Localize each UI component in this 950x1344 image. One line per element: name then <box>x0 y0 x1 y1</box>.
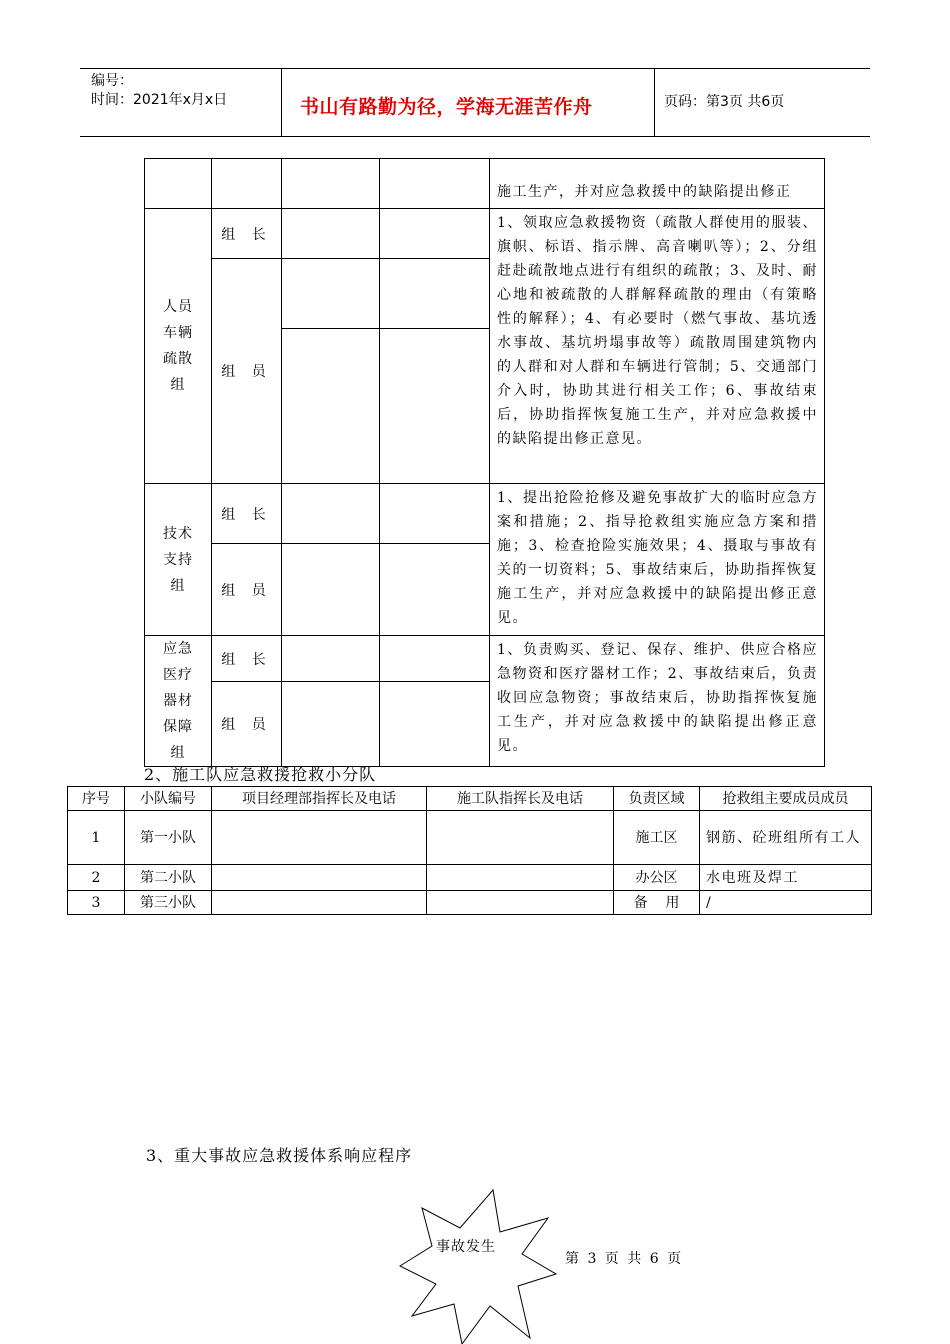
table-header-row <box>68 787 872 811</box>
column-header: 负责区域 <box>614 787 700 811</box>
column-header: 小队编号 <box>125 787 212 811</box>
emergency-group-table <box>144 158 825 767</box>
table-cell: 办公区 <box>614 865 700 891</box>
starburst-shape <box>400 1190 556 1344</box>
table-row <box>68 865 872 891</box>
table-cell: 1 <box>68 811 125 865</box>
table-row <box>68 811 872 865</box>
page-footer: 第 3 页 共 6 页 <box>565 1251 684 1267</box>
table-cell <box>212 811 427 865</box>
table-cell: 第一小队 <box>125 811 212 865</box>
duty-text: 1、负责购买、登记、保存、维护、供应合格应急物资和医疗器材工作；2、事故结束后，负责收回应急物资；事故结束后，协助指挥恢复施工生产，并对应急救援中的缺陷提出修正意见。 <box>490 636 825 767</box>
table-row <box>145 636 825 682</box>
table-row <box>145 159 825 209</box>
header-divider <box>654 68 655 136</box>
column-header: 项目经理部指挥长及电话 <box>212 787 427 811</box>
header-motto: 书山有路勤为径，学海无涯苦作舟 <box>300 96 593 118</box>
document-number-label: 编号： <box>91 73 133 89</box>
leader-label: 组 长 <box>212 484 282 544</box>
table-row <box>145 484 825 544</box>
header-top-rule <box>80 68 870 69</box>
table-cell: 施工区 <box>614 811 700 865</box>
column-header: 抢救组主要成员成员 <box>700 787 872 811</box>
column-header: 施工队指挥长及电话 <box>427 787 614 811</box>
table-cell <box>427 891 614 915</box>
leader-label: 组 长 <box>212 209 282 259</box>
table-cell <box>427 811 614 865</box>
duty-text: 1、领取应急救援物资（疏散人群使用的服装、旗帜、标语、指示牌、高音喇叭等）；2、分组赶赴疏散地点进行有组织的疏散；3、及时、耐心地和被疏散的人群解释疏散的理由（有策略性的解释）；4、有必要时（燃气事故、基坑透水事故、基坑坍塌事故等）疏散周围建筑物内的人群和对人群和车辆进行管制；5、交通部门介入时，协助其进行相关工作；6、事故结束后，协助指挥恢复施工生产，并对应急救援中的缺陷提出修正意见。 <box>490 209 825 484</box>
document-date-label: 时间：2021年x月x日 <box>91 92 228 108</box>
table-cell: 第三小队 <box>125 891 212 915</box>
header-divider <box>281 68 282 136</box>
table-cell: 水电班及焊工 <box>700 865 872 891</box>
group-name: 技术 支持 组 <box>145 484 212 636</box>
section-3-title: 3、重大事故应急救援体系响应程序 <box>146 1146 413 1165</box>
table-cell: / <box>700 891 872 915</box>
member-label: 组 员 <box>212 682 282 767</box>
table-cell: 钢筋、砼班组所有工人 <box>700 811 872 865</box>
member-label: 组 员 <box>212 259 282 484</box>
table-cell <box>212 891 427 915</box>
header-bottom-rule <box>80 136 870 137</box>
column-header: 序号 <box>68 787 125 811</box>
group-name: 人员 车辆 疏散 组 <box>145 209 212 484</box>
table-cell <box>427 865 614 891</box>
accident-starburst <box>398 1188 558 1344</box>
table-row <box>68 891 872 915</box>
table-cell: 3 <box>68 891 125 915</box>
table-cell: 2 <box>68 865 125 891</box>
rescue-team-table <box>67 786 872 915</box>
flow-start-label: 事故发生 <box>436 1239 496 1255</box>
page-number-label: 页码：第3页 共6页 <box>664 94 785 110</box>
table-cell: 备 用 <box>614 891 700 915</box>
section-2-title: 2、施工队应急救援抢救小分队 <box>144 765 377 784</box>
table-row <box>145 209 825 259</box>
member-label: 组 员 <box>212 544 282 636</box>
leader-label: 组 长 <box>212 636 282 682</box>
duty-text: 1、提出抢险抢修及避免事故扩大的临时应急方案和措施；2、指导抢救组实施应急方案和措施；3、检查抢险实施效果；4、摄取与事故有关的一切资料；5、事故结束后，协助指挥恢复施工生产，并对应急救援中的缺陷提出修正意见。 <box>490 484 825 636</box>
group-name: 应急 医疗 器材 保障 组 <box>145 636 212 767</box>
table-cell <box>212 865 427 891</box>
table-cell: 第二小队 <box>125 865 212 891</box>
duty-text: 施工生产，并对应急救援中的缺陷提出修正 <box>490 159 825 209</box>
